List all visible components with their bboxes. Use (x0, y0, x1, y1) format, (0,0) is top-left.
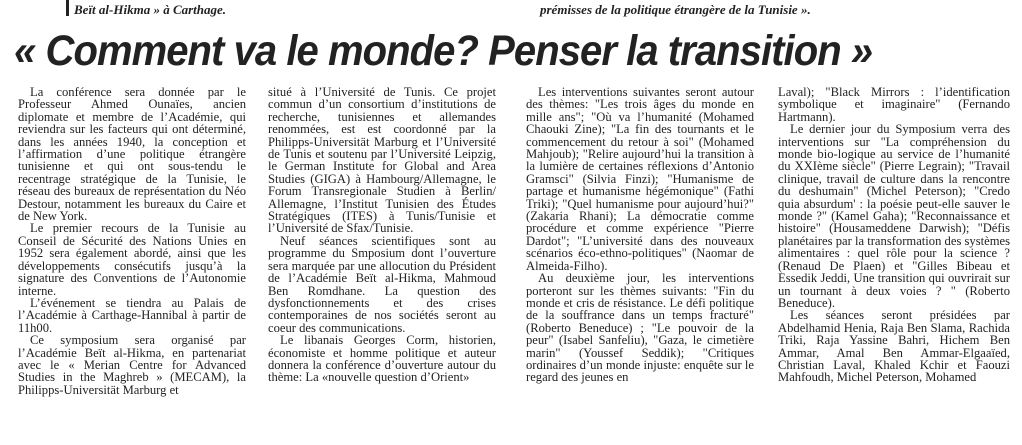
paragraph: Au deuxième jour, les interventions porteront sur les thèmes suivants: "Fin du monde et cris de résistance. Le défi politique de la souffrance dans un temps fracturé" (Roberto Beneduce) ; "Le pouvoir de la peur" (Isabel Sanfeliu), "Gaza, le cimetière marin" (Youssef Seddik); "Critiques ordinaires d’un monde injuste: enquête sur le regard des jeunes en (526, 271, 754, 385)
paragraph: Le libanais Georges Corm, historien, économiste et homme politique et auteur donnera la conférence d’ouverture autour du thème: La «nouvelle question d’Orient» (268, 333, 496, 385)
paragraph: Neuf séances scientifiques sont au programme du Smposium dont l’ouverture sera marquée par une allocution du Président de l’Académie Beït al-Hikma, Mahmoud Ben Romdhane. La question des dysfonctionnements et des crises contemporaines de nos sociétés seront au coeur des communications. (268, 233, 496, 335)
paragraph: Le premier recours de la Tunisie au Conseil de Sécurité des Nations Unies en 1952 sera également abordé, ainsi que les développements consécutifs jusqu’à la signature des Conventions de l’Autonomie interne. (18, 221, 246, 298)
column-rule (66, 0, 69, 16)
paragraph: La conférence sera donnée par le Professeur Ahmed Ounaïes, ancien diplomate et membre de l’Académie, qui reviendra sur les facteurs qui ont déterminé, dans les années 1940, la conception et l’affirmation d’une politique étrangère tunisienne et qui ont sous-tendu le recentrage stratégique de la Tunisie, le réseau des bureaux de représentation du Néo Destour, notamment les bureaux du Caire et de New York. (18, 86, 246, 224)
paragraph: L’événement se tiendra au Palais de l’Académie à Carthage-Hannibal à partir de 11h00. (18, 295, 246, 335)
article-column-3 (526, 86, 754, 445)
article-column-2 (268, 86, 496, 445)
paragraph: Les séances seront présidées par Abdelhamid Henia, Raja Ben Slama, Rachida Triki, Raja Yassine Bahri, Hichem Ben Ammar, Amal Ben Ammar-Elgaaïed, Christian Laval, Khaled Kchir et Faouzi Mahfoudh, Michel Peterson, Mohamed (778, 308, 1010, 385)
article-column-4 (778, 86, 1010, 445)
previous-article-tail: Beït al-Hikma » à Carthage. (74, 2, 227, 17)
paragraph: Le dernier jour du Symposium verra des interventions sur "La compréhension du monde bio-logique au service de l’humanité du XXIème siècle" (Pierre Legrain); "Travail clinique, travail de culture dans la rencontre du deshumain" (Michel Peterson); "Credo quia absurdum' : la poésie peut-elle sauver le monde ?" (Kamel Gaha); "Reconnaissance et histoire" (Housameddene Darwish); "Défis planétaires par la transformation des systèmes alimentaires : quel rôle pour la science ? (Renaud De Plaen) et "Gilles Bibeau et Essedik Jeddi, Une transition qui ouvrirait sur un tournant à deux voies ? " (Roberto Beneduce). (778, 122, 1010, 310)
paragraph: Laval); "Black Mirrors : l’identification symbolique et imaginaire" (Fernando Hartmann). (778, 86, 1010, 124)
adjacent-article-tail: prémisses de la politique étrangère de la Tunisie ». (540, 2, 811, 17)
paragraph: Ce symposium sera organisé par l’Académie Beït al-Hikma, en partenariat avec le « Merian Centre for Advanced Studies in the Maghreb » (MECAM), la Philipps-Universität Marburg et (18, 333, 246, 397)
paragraph: Les interventions suivantes seront autour des thèmes: "Les trois âges du monde en mille ans"; "Où va l’humanité (Mohamed Chaouki Zine); "La fin des tournants et le commencement du retour à soi" (Mohamed Mahjoub); "Relire aujourd’hui la transition à la lumière de certaines réflexions d’Antonio Gramsci" (Silvia Finzi); "Humanisme de partage et humanisme hégémonique" (Fathi Triki); "Quel humanisme pour aujourd’hui?" (Zakaria Rhani); La démocratie comme procédure et comme expérience "Pierre Dardot"; "L’université dans des nouveaux scénarios éco-ethno-politiques" (Naomar de Almeida-Filho). (526, 86, 754, 273)
top-strip (0, 0, 1022, 22)
paragraph: situé à l’Université de Tunis. Ce projet commun d’un consortium d’institutions de recherche, tunisiennes et allemandes renommées, est est coordonné par la Philipps-Universität Marburg et l’Université de Tunis et soutenu par l’Université Leipzig, le German Institute for Global and Area Studies (GIGA) à Hambourg/Allemagne, le Forum Transregionale Studien à Berlin/ Allemagne, l’Institut Tunisien des Études Stratégiques (ITES) à Tunis/Tunisie et l’Université de Sfax/Tunisie. (268, 86, 496, 236)
article-headline: « Comment va le monde? Penser la transition » (14, 27, 873, 75)
article-column-1 (18, 86, 246, 445)
